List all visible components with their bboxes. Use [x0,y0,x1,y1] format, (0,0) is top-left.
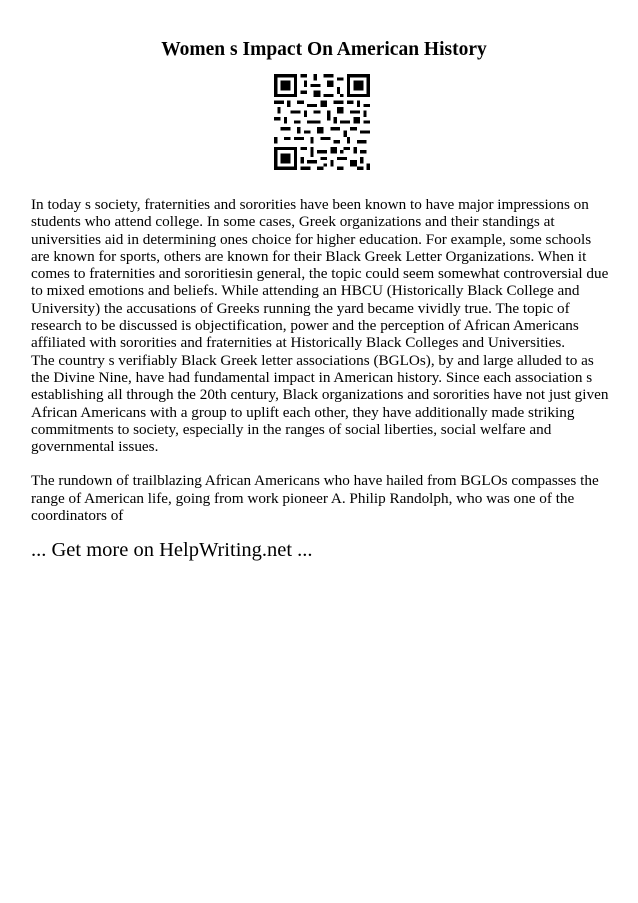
article-body [31,196,611,524]
paragraph: In today s society, fraternities and sororities have been known to have major impressions on students who attend college. In some cases, Greek organizations and their standings at universities aid in determining ones choice for higher education. For example, some schools are known for sports, others are known for their Black Greek Letter Organizations. When it comes to fraternities and sororitiesin general, the topic could seem somewhat controversial due to mixed emotions and beliefs. While attending an HBCU (Historically Black College and University) the accusations of Greeks running the yard became vividly true. The topic of research to be discussed is objectification, power and the perception of African Americans affiliated with sororities and fraternities at Historically Black Colleges and Universities. [31,196,609,352]
get-more-link[interactable]: ... Get more on HelpWriting.net ... [31,539,313,561]
qr-code-icon [274,74,370,170]
page-title: Women s Impact On American History [161,39,487,60]
paragraph: The rundown of trailblazing African Americans who have hailed from BGLOs compasses the range of American life, going from work pioneer A. Philip Randolph, who was one of the coordinators of [31,472,599,525]
paragraph: The country s verifiably Black Greek letter associations (BGLOs), by and large alluded to as the Divine Nine, have had fundamental impact in American history. Since each association s establishing all through the 20th century, Black organizations and sororities have not just given African Americans with a group to uplift each other, they have additionally made striking commitments to society, especially in the ranges of social liberties, social welfare and governmental issues. [31,351,609,456]
